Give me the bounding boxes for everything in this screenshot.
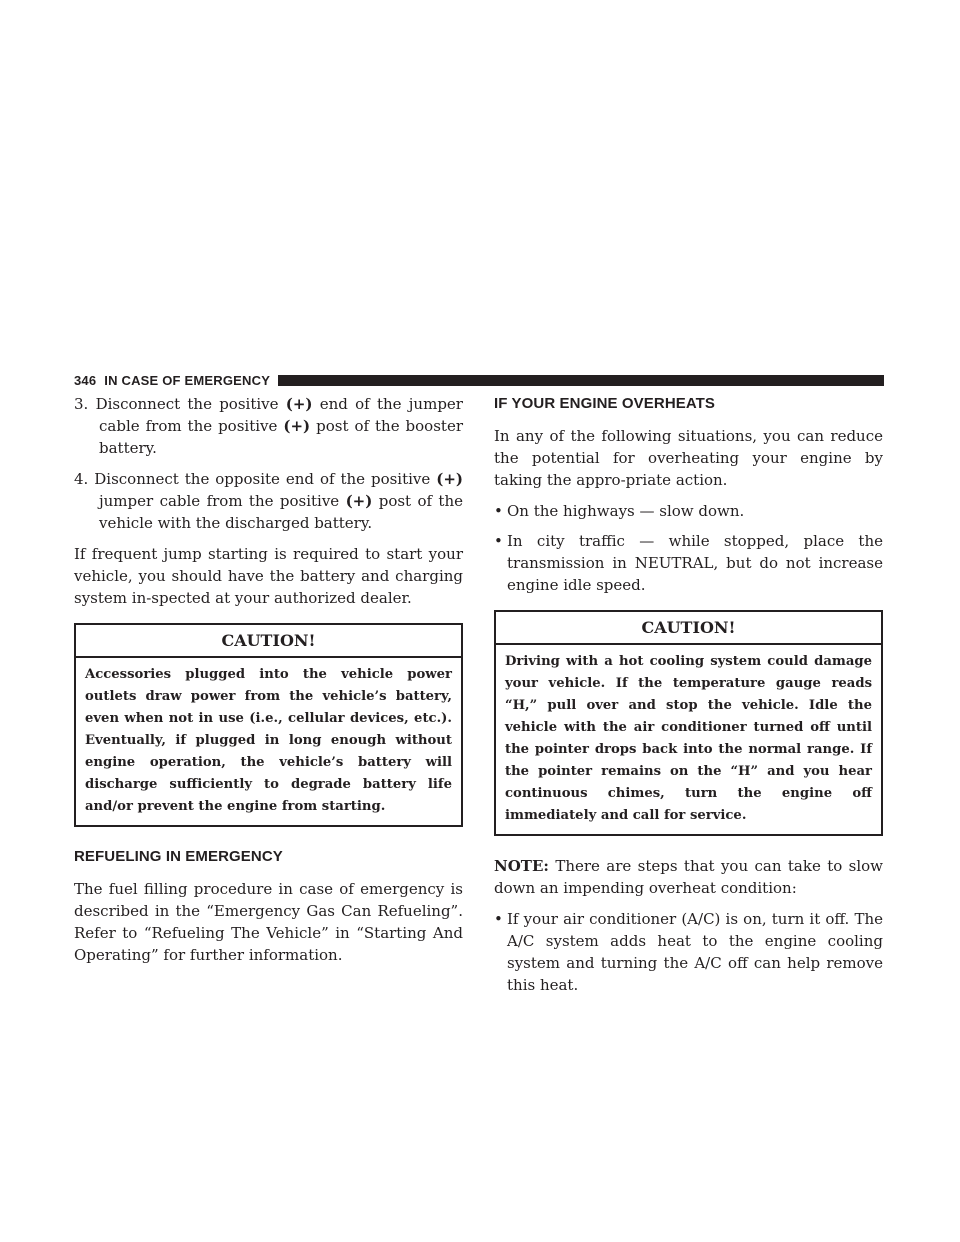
refueling-heading: REFUELING IN EMERGENCY (74, 848, 283, 865)
list-item: • In city traffic — while stopped, place the transmission in NEUTRAL, but do not increase engine idle speed. (494, 532, 883, 594)
left-column (74, 393, 463, 975)
overheat-heading: IF YOUR ENGINE OVERHEATS (494, 395, 716, 412)
list-item: • If your air conditioner (A/C) is on, turn it off. The A/C system adds heat to the engine cooling system and turning the A/C off can help remove this heat. (494, 910, 883, 994)
jump-start-paragraph: If frequent jump starting is required to start your vehicle, you should have the battery and charging system in-spected at your authorized dealer. (74, 545, 463, 607)
refueling-paragraph: The fuel filling procedure in case of emergency is described in the “Emergency Gas Can Refueling”. Refer to “Refueling The Vehicle” in “Starting And Operating” for further information. (74, 880, 463, 964)
section-title: IN CASE OF EMERGENCY (104, 372, 271, 388)
step-3: 3. Disconnect the positive (+) end of the jumper cable from the positive (+) post of the booster battery. (74, 395, 463, 457)
page-number: 346 (74, 372, 97, 388)
caution-box-power-outlets (74, 623, 463, 827)
step-4: 4. Disconnect the opposite end of the positive (+) jumper cable from the positive (+) post of the vehicle with the discharged battery. (74, 470, 463, 532)
bullet-icon: • (494, 532, 503, 550)
header-rule (278, 375, 884, 386)
list-item: • On the highways — slow down. (494, 502, 745, 520)
caution-title: CAUTION! (76, 625, 461, 658)
caution-body: Driving with a hot cooling system could damage your vehicle. If the temperature gauge reads “H,” pull over and stop the vehicle. Idle the vehicle with the air conditioner turned off until the pointer drops back into the normal range. If the pointer remains on the “H” and you hear continuous chimes, turn the engine off immediately and call for service. (505, 654, 872, 823)
right-column (494, 393, 883, 1004)
caution-body: Accessories plugged into the vehicle power outlets draw power from the vehicle’s battery, even when not in use (i.e., cellular devices, etc.). Eventually, if plugged in long enough without engine operation, the vehicle’s battery will discharge sufficiently to degrade battery life and/or prevent the engine from starting. (85, 667, 452, 814)
bullet-icon: • (494, 910, 503, 928)
note-paragraph: NOTE: There are steps that you can take to slow down an impending overheat condition: (494, 857, 883, 897)
overheat-intro: In any of the following situations, you can reduce the potential for overheating your engine by taking the appro-priate action. (494, 427, 883, 489)
bullet-icon: • (494, 502, 503, 520)
caution-title: CAUTION! (496, 612, 881, 645)
caution-box-hot-cooling (494, 610, 883, 836)
note-label: NOTE: (494, 857, 549, 875)
page-header (74, 370, 884, 390)
